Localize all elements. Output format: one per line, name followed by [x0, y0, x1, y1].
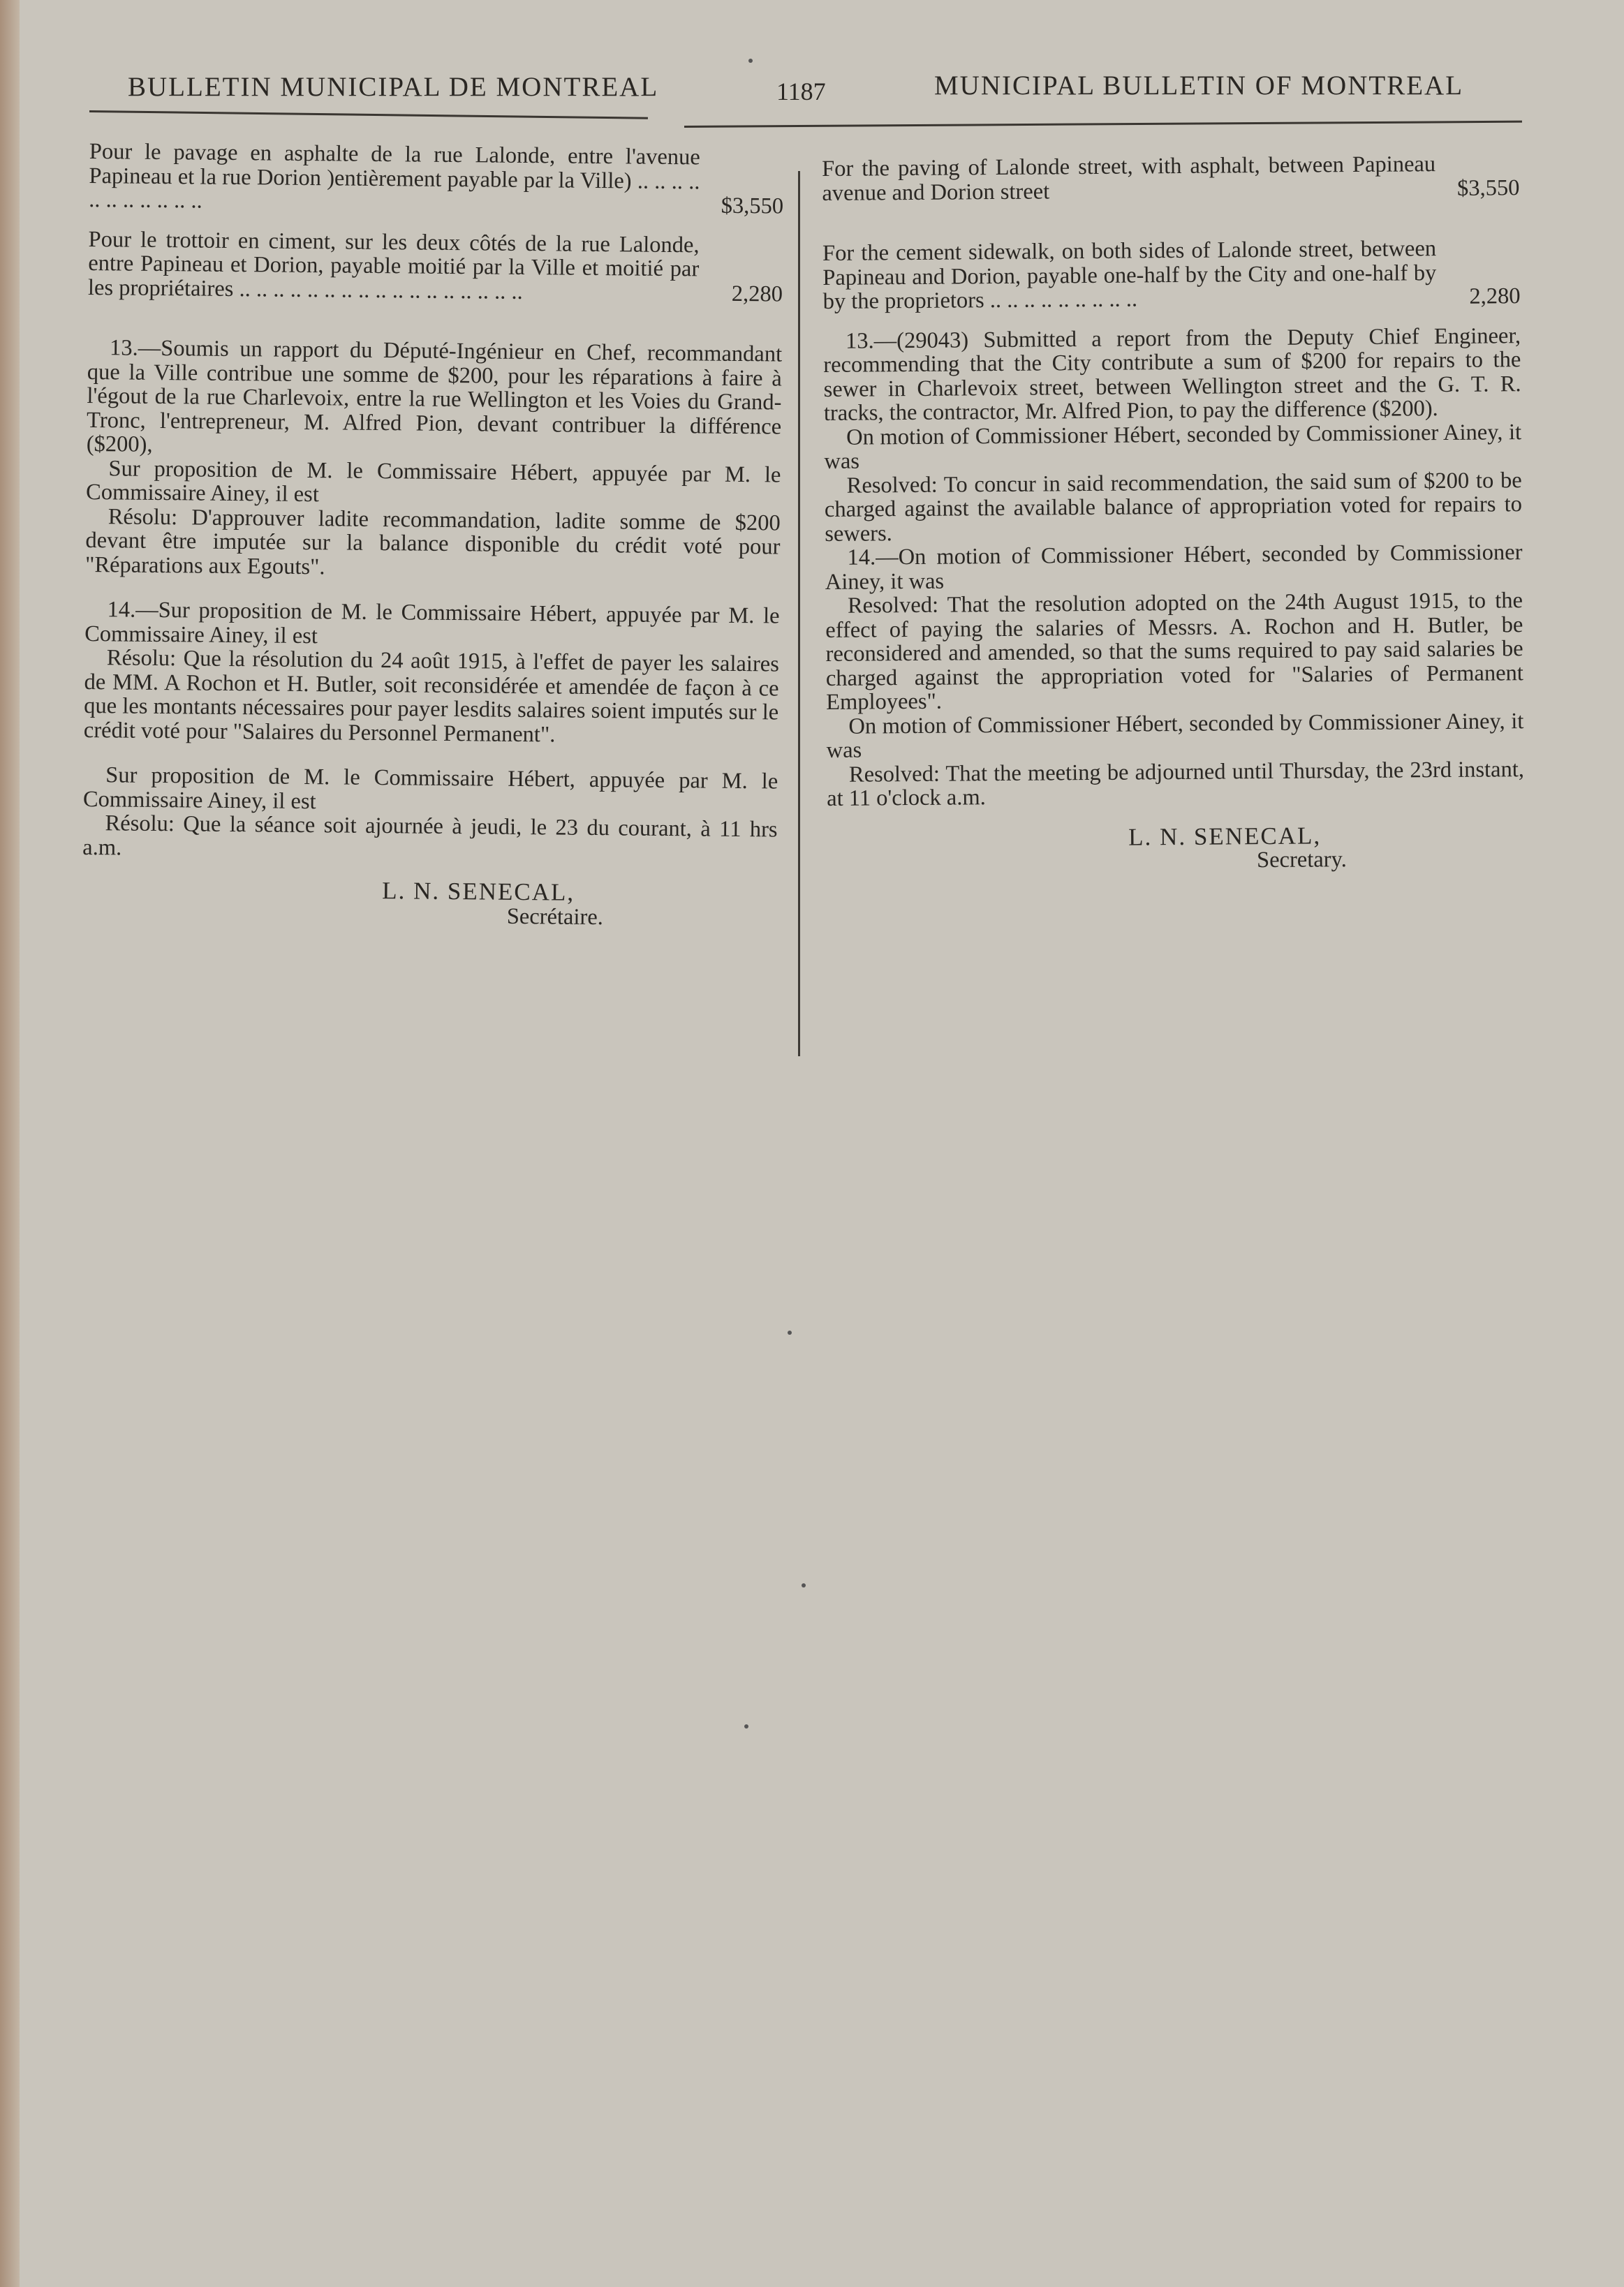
french-signature-name: L. N. SENECAL, — [382, 877, 575, 906]
english-item-13-resolved: Resolved: To concur in said recommendation, the said sum of $200 to be charged against the available balance of appropriation voted for repairs to sewers. — [824, 467, 1523, 547]
french-item-13-report: 13.—Soumis un rapport du Député-Ingénieur en Chef, recommandant que la Ville contribue une somme de $200, pour les réparations à faire à l'égout de la rue Charlevoix, entre la rue Wellington et les Voies du Grand-Tronc, l'entrepreneur, M. Alfred Pion, devant contribuer la différence ($200), — [86, 335, 783, 457]
page-binding-edge — [0, 0, 20, 2287]
french-signature-title: Secrétaire. — [506, 903, 604, 930]
english-paving-item — [822, 151, 1520, 205]
french-signature — [82, 876, 777, 931]
english-signature-title: Secretary. — [1256, 847, 1347, 873]
french-item-13-resolved: Résolu: D'approuver ladite recommandation, ladite somme de $200 devant être imputée sur la balance disponible du crédit voté pour "Réparations aux Egouts". — [84, 503, 781, 579]
header-title-french: BULLETIN MUNICIPAL DE MONTREAL — [128, 72, 659, 102]
english-sidewalk-item — [822, 236, 1521, 313]
french-column — [82, 140, 784, 931]
english-sidewalk-amount: 2,280 — [1469, 283, 1521, 309]
english-column — [822, 151, 1525, 875]
header-rule-right — [684, 121, 1522, 128]
english-adjourn-motion: On motion of Commissioner Hébert, seconded by Commissioner Ainey, it was — [826, 708, 1524, 763]
paper-speck — [744, 1724, 748, 1729]
french-item-14-motion: 14.—Sur proposition de M. le Commissaire Hébert, appuyée par M. le Commissaire Ainey, il est — [84, 597, 780, 649]
french-paving-item — [89, 140, 784, 219]
french-sidewalk-text: Pour le trottoir en ciment, sur les deux côtés de la rue Lalonde, entre Papineau et Dorion, payable moitié par la Ville et moitié par les propriétaires .. .. .. .. .. .. .. .. .. .. .. .. .. .. .. .. .. — [87, 226, 700, 304]
paper-speck — [802, 1583, 806, 1587]
french-item-13-motion: Sur proposition de M. le Commissaire Hébert, appuyée par M. le Commissaire Ainey, il est — [85, 455, 781, 508]
english-signature-name: L. N. SENECAL, — [1128, 821, 1322, 851]
french-adjourn-resolved: Résolu: Que la séance soit ajournée à jeudi, le 23 du courant, à 11 hrs a.m. — [82, 811, 778, 860]
french-paving-text: Pour le pavage en asphalte de la rue Lalonde, entre l'avenue Papineau et la rue Dorion )entièrement payable par la Ville) .. .. .. .. .. .. .. .. .. .. .. — [89, 139, 700, 214]
page-number: 1187 — [776, 77, 826, 105]
english-item-14-resolved: Resolved: That the resolution adopted on the 24th August 1915, to the effect of paying the salaries of Messrs. A. Rochon and H. Butler, be reconsidered and amended, so that the sums required to pay said salaries be charged against the appropriation voted for "Salaries of Permanent Employees". — [825, 588, 1523, 715]
paper-speck — [788, 1331, 792, 1335]
paper-speck — [748, 59, 753, 63]
english-item-13-report: 13.—(29043) Submitted a report from the Deputy Chief Engineer, recommending that the City contribute a sum of $200 for repairs to the sewer in Charlevoix street, between Wellington street and the G. T. R. tracks, the contractor, Mr. Alfred Pion, to pay the difference ($200). — [823, 323, 1521, 426]
french-adjourn-motion: Sur proposition de M. le Commissaire Hébert, appuyée par M. le Commissaire Ainey, il est — [82, 762, 778, 814]
english-item-14-motion: 14.—On motion of Commissioner Hébert, seconded by Commissioner Ainey, it was — [825, 540, 1523, 595]
english-paving-text: For the paving of Lalonde street, with asphalt, between Papineau avenue and Dorion street — [821, 151, 1436, 206]
header-title-english: MUNICIPAL BULLETIN OF MONTREAL — [934, 71, 1464, 101]
english-adjourn-resolved: Resolved: That the meeting be adjourned until Thursday, the 23rd instant, at 11 o'clock a.m. — [827, 756, 1525, 811]
french-item-14-resolved: Résolu: Que la résolution du 24 août 1915, à l'effet de payer les salaires de MM. A Rochon et H. Butler, soit reconsidérée et amendée de façon à ce que les montants nécessaires pour payer lesdits salaires soient imputés sur le crédit voté pour "Salaires du Personnel Permanent". — [83, 645, 780, 747]
french-sidewalk-item — [88, 227, 783, 306]
french-paving-amount: $3,550 — [721, 193, 784, 219]
english-paving-amount: $3,550 — [1456, 175, 1520, 201]
english-sidewalk-text: For the cement sidewalk, on both sides of Lalonde street, between Papineau and Dorion, payable one-half by the City and one-half by by the proprietors .. .. .. .. .. .. .. .. .. — [822, 236, 1437, 314]
column-divider — [798, 171, 800, 1056]
french-sidewalk-amount: 2,280 — [731, 281, 783, 307]
english-item-13-motion: On motion of Commissioner Hébert, seconded by Commissioner Ainey, it was — [824, 419, 1522, 474]
english-signature — [827, 822, 1526, 876]
